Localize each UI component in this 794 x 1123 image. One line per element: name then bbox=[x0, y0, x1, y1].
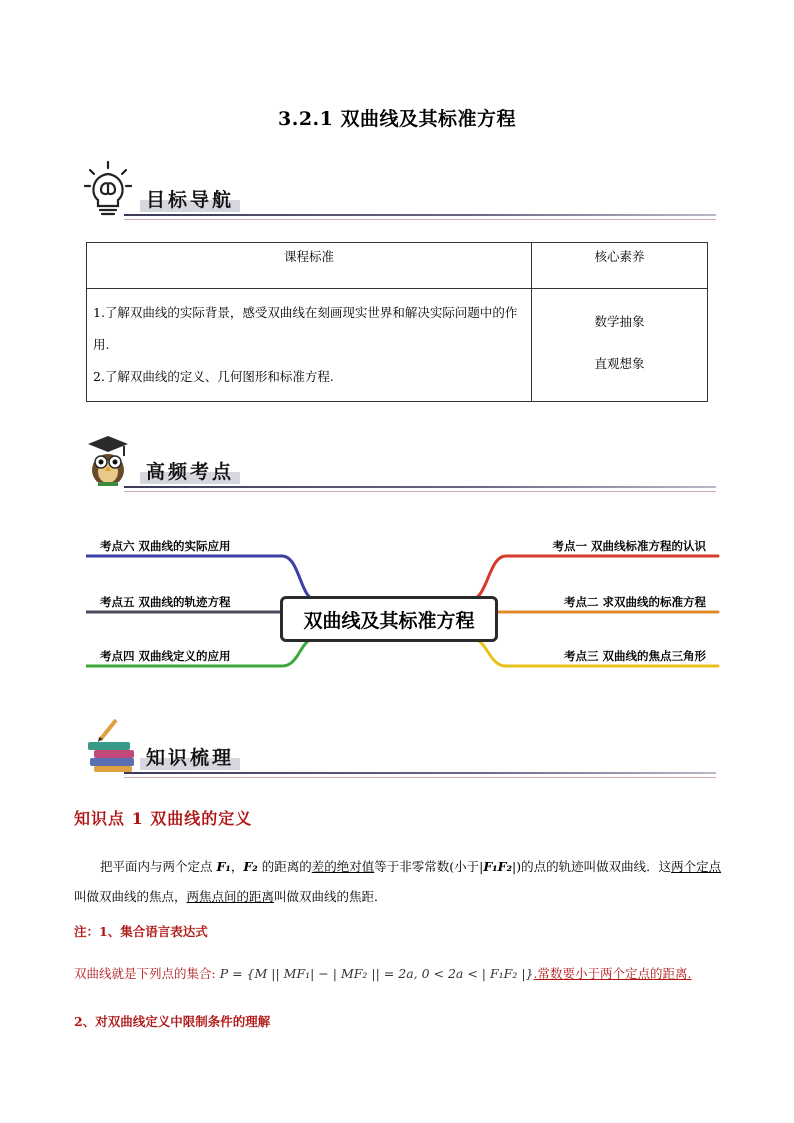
goals-table bbox=[86, 242, 708, 402]
mind-map-node-left-1: 考点六 双曲线的实际应用 bbox=[100, 539, 231, 553]
mind-map-node-left-2: 考点五 双曲线的轨迹方程 bbox=[100, 595, 231, 609]
section-title: 知识梳理 bbox=[140, 743, 240, 770]
note-text: .常数要小于两个定点的距离. bbox=[533, 966, 692, 981]
mind-map-node-right-2: 考点二 求双曲线的标准方程 bbox=[563, 595, 706, 609]
section-rule bbox=[124, 772, 716, 774]
para-text: 的距离的 bbox=[257, 859, 312, 874]
set-expression-line bbox=[74, 964, 691, 982]
standard-item: 1.了解双曲线的实际背景，感受双曲线在刻画现实世界和解决实际问题中的作用. bbox=[93, 305, 518, 352]
knowledge-point-heading: 知识点 1 双曲线的定义 bbox=[74, 809, 253, 828]
focus-label: F₁F₂ bbox=[483, 859, 513, 874]
document-title: 3.2.1 双曲线及其标准方程 bbox=[277, 108, 516, 130]
mind-map-center-node: 双曲线及其标准方程 bbox=[280, 596, 498, 642]
table-row bbox=[87, 289, 708, 402]
core-literacy-cell bbox=[532, 289, 708, 402]
para-text: 叫做双曲线的焦点， bbox=[74, 889, 187, 904]
standard-item: 2.了解双曲线的定义、几何图形和标准方程. bbox=[93, 369, 334, 384]
section-title: 高频考点 bbox=[140, 457, 240, 484]
mind-map-node-right-3: 考点三 双曲线的焦点三角形 bbox=[563, 649, 706, 663]
section-rule bbox=[124, 486, 716, 488]
underlined-term: 两焦点间的距离 bbox=[186, 889, 275, 904]
para-text: 等于非零常数(小于| bbox=[374, 859, 484, 874]
focus-label: F₁ bbox=[216, 859, 231, 874]
literacy-item: 数学抽象 bbox=[594, 314, 645, 329]
note-text: 双曲线就是下列点的集合: bbox=[74, 966, 220, 981]
underlined-term: 两个定点 bbox=[671, 859, 722, 874]
mind-map bbox=[86, 520, 720, 680]
definition-paragraph bbox=[74, 852, 724, 912]
subsection-heading: 2、对双曲线定义中限制条件的理解 bbox=[74, 1014, 271, 1029]
section-rule-accent bbox=[124, 777, 716, 778]
para-text: |)的点的轨迹叫做双曲线．这 bbox=[512, 859, 672, 874]
para-text: 把平面内与两个定点 bbox=[100, 859, 217, 874]
section-rule-accent bbox=[124, 219, 716, 220]
para-text: ， bbox=[230, 859, 244, 874]
section-title: 目标导航 bbox=[140, 185, 240, 212]
table-header-row bbox=[87, 243, 708, 289]
section-banner-exam-points bbox=[84, 432, 716, 492]
owl-scholar-icon bbox=[86, 432, 130, 488]
focus-label: F₂ bbox=[243, 859, 258, 874]
lightbulb-brain-icon bbox=[84, 160, 132, 216]
section-banner-knowledge bbox=[84, 718, 716, 778]
table-header-cell: 课程标准 bbox=[87, 243, 532, 289]
section-rule-accent bbox=[124, 491, 716, 492]
books-pencil-icon bbox=[86, 718, 138, 774]
mind-map-node-right-1: 考点一 双曲线标准方程的认识 bbox=[552, 539, 706, 553]
literacy-item: 直观想象 bbox=[594, 356, 645, 371]
note-heading: 注：1、集合语言表达式 bbox=[74, 924, 208, 939]
table-header-cell: 核心素养 bbox=[532, 243, 708, 289]
mind-map-node-left-3: 考点四 双曲线定义的应用 bbox=[100, 649, 231, 663]
underlined-term: 差的绝对值 bbox=[311, 859, 375, 874]
section-banner-goals bbox=[84, 160, 716, 220]
para-text: 叫做双曲线的焦距． bbox=[274, 889, 387, 904]
section-rule bbox=[124, 214, 716, 216]
set-formula: P = {M || MF₁| − | MF₂ || = 2a, 0 < 2a < | F₁F₂ |} bbox=[219, 966, 534, 981]
curriculum-standards-cell bbox=[87, 289, 532, 402]
